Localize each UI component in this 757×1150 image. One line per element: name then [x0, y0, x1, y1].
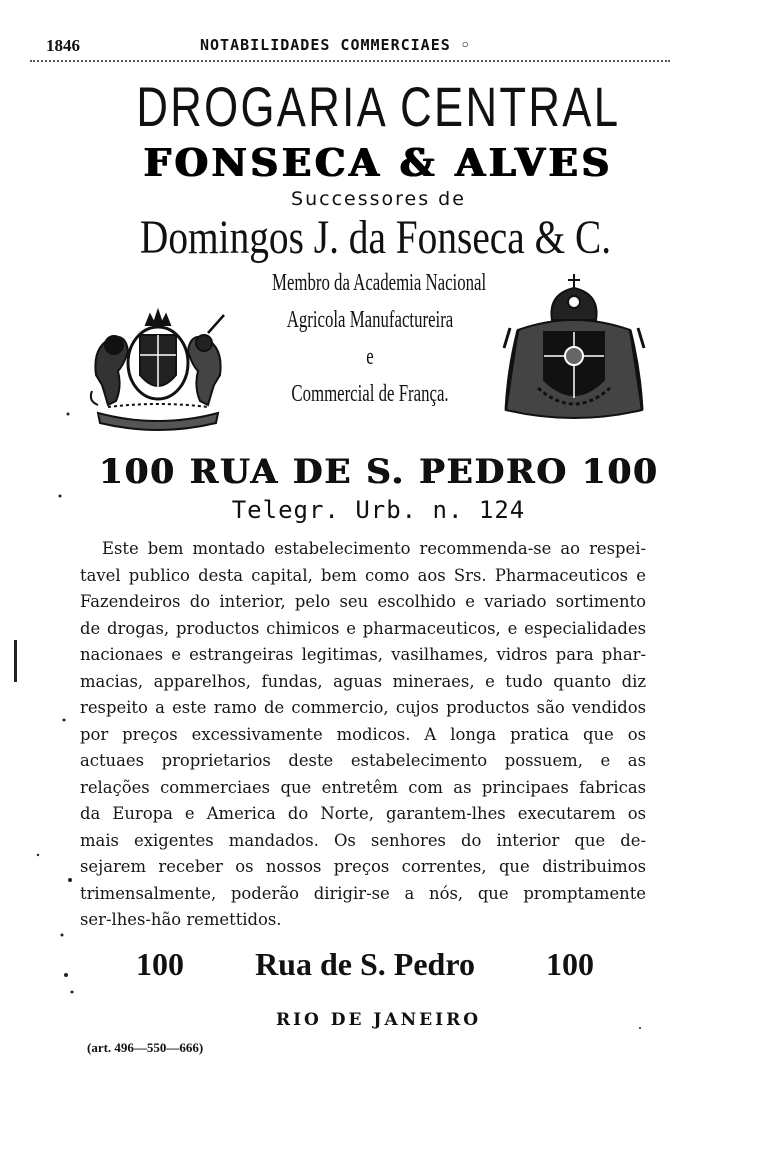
membership-line: e	[366, 344, 374, 370]
body-line: por preços excessivamente modicos. A longa pratica que os	[80, 724, 646, 744]
membership-line: Agricola Manufactureira	[286, 307, 454, 333]
body-line: Este bem montado estabelecimento recommenda-se ao respei-	[102, 539, 646, 558]
footer-number-left: 100	[136, 946, 184, 982]
body-line: nacionaes e estrangeiras legitimas, vasilhames, vidros para phar-	[80, 645, 646, 664]
advert-title: DROGARIA CENTRAL	[136, 75, 621, 138]
firm-name: FONSECA & ALVES	[143, 140, 614, 185]
city-name: RIO DE JANEIRO	[275, 1010, 482, 1030]
successors-caption: Successores de	[291, 188, 466, 210]
telegraph-number: Telegr. Urb. n. 124	[231, 496, 526, 524]
footer-street: Rua de S. Pedro	[255, 946, 475, 982]
body-line: macias, apparelhos, fundas, aguas mineraes, e tudo quanto diz	[80, 671, 646, 691]
footer-number-right: 100	[546, 946, 594, 982]
body-line: mais exigentes mandados. Os senhores do interior que de-	[80, 830, 646, 850]
body-line: ser-lhes-hão remettidos.	[80, 910, 282, 929]
page-number: 1846	[46, 36, 80, 55]
body-line: Fazendeiros do interior, pelo seu escolhido e variado sortimento	[80, 592, 646, 611]
body-line: da Europa e America do Norte, garantem-lhes executarem os	[80, 804, 646, 823]
membership-line: Membro da Academia Nacional	[272, 270, 487, 296]
body-line: respeito a este ramo de commercio, cujos productos são vendidos	[80, 698, 646, 717]
body-line: trimensalmente, poderão dirigir-se a nós, que promptamente	[80, 883, 646, 903]
body-line: tavel publico desta capital, bem como aos Srs. Pharmaceuticos e	[80, 565, 646, 585]
body-line: actuaes proprietarios deste estabelecimento possuem, e as	[80, 751, 646, 770]
body-line: sejarem receber os nossos preços correntes, que distribuimos	[80, 857, 646, 876]
body-line: de drogas, productos chimicos e pharmaceuticos, e especialidades	[80, 618, 646, 638]
reference-note: (art. 496—550—666)	[87, 1040, 204, 1055]
running-title: NOTABILIDADES COMMERCIAES ◦	[200, 36, 471, 54]
membership-line: Commercial de França.	[291, 381, 449, 407]
body-line: relações commerciaes que entretêm com as principaes fabricas	[80, 777, 646, 797]
predecessor-name: Domingos J. da Fonseca & C.	[139, 211, 612, 264]
address-headline: 100 RUA DE S. PEDRO 100	[98, 452, 659, 492]
